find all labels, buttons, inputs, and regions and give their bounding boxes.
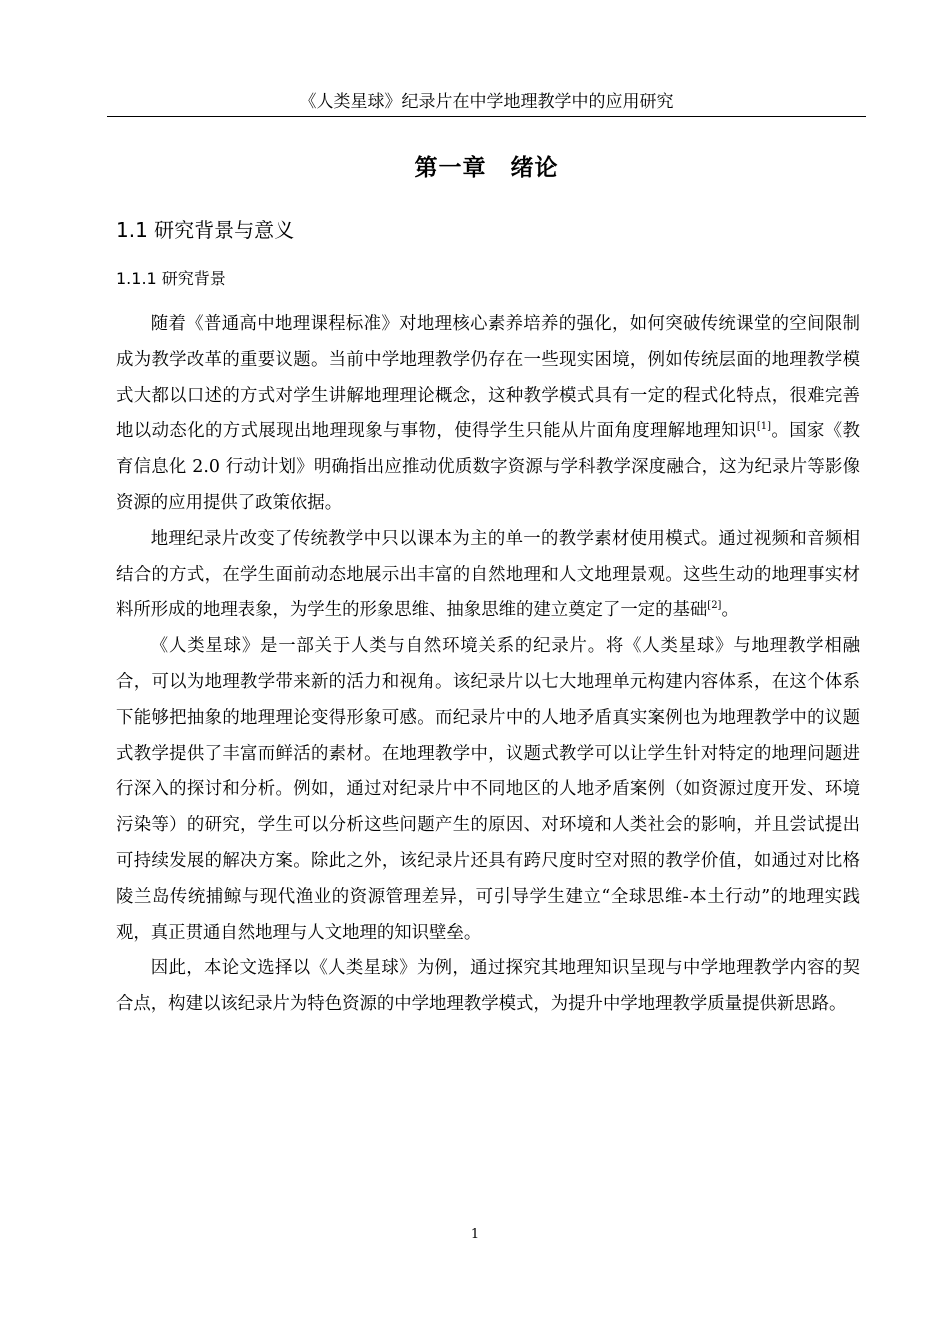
header-rule xyxy=(107,116,866,117)
page-number: 1 xyxy=(470,1227,480,1242)
section-heading: 1.1 研究背景与意义 xyxy=(116,218,295,242)
running-header: 《人类星球》纪录片在中学地理教学中的应用研究 xyxy=(299,92,674,112)
paragraph-text: 地理纪录片改变了传统教学中只以课本为主的单一的教学素材使用模式。通过视频和音频相结合的方式，在学生面前动态地展示出丰富的自然地理和人文地理景观。这些生动的地理事实材料所形成的地理表象，为学生的形象思维、抽象思维的建立奠定了一定的基础 xyxy=(116,528,860,621)
paragraph: 因此，本论文选择以《人类星球》为例，通过探究其地理知识呈现与中学地理教学内容的契合点，构建以该纪录片为特色资源的中学地理教学模式，为提升中学地理教学质量提供新思路。 xyxy=(116,958,860,1015)
paragraph xyxy=(116,307,860,522)
chapter-title: 第一章 绪论 xyxy=(414,155,559,181)
citation: [1] xyxy=(756,421,771,433)
paragraph: 《人类星球》是一部关于人类与自然环境关系的纪录片。将《人类星球》与地理教学相融合，可以为地理教学带来新的活力和视角。该纪录片以七大地理单元构建内容体系，在这个体系下能够把抽象的地理理论变得形象可感。而纪录片中的人地矛盾真实案例也为地理教学中的议题式教学提供了丰富而鲜活的素材。在地理教学中，议题式教学可以让学生针对特定的地理问题进行深入的探讨和分析。例如，通过对纪录片中不同地区的人地矛盾案例（如资源过度开发、环境污染等）的研究，学生可以分析这些问题产生的原因、对环境和人类社会的影响，并且尝试提出可持续发展的解决方案。除此之外，该纪录片还具有跨尺度时空对照的教学价值，如通过对比格陵兰岛传统捕鲸与现代渔业的资源管理差异，可引导学生建立“全球思维-本土行动”的地理实践观，真正贯通自然地理与人文地理的知识壁垒。 xyxy=(116,636,860,943)
body-text xyxy=(116,307,860,1023)
paragraph xyxy=(116,522,860,629)
subsection-heading: 1.1.1 研究背景 xyxy=(116,269,226,288)
paragraph-text: 随着《普通高中地理课程标准》对地理核心素养培养的强化，如何突破传统课堂的空间限制成为教学改革的重要议题。当前中学地理教学仍存在一些现实困境，例如传统层面的地理教学模式大都以口述的方式对学生讲解地理理论概念，这种教学模式具有一定的程式化特点，很难完善地以动态化的方式展现出地理现象与事物，使得学生只能从片面角度理解地理知识 xyxy=(116,314,860,442)
paragraph-text: 。国家《教育信息化 2.0 行动计划》明确指出应推动优质数字资源与学科教学深度融合，这为纪录片等影像资源的应用提供了政策依据。 xyxy=(116,421,860,513)
paragraph-text: 。 xyxy=(721,600,739,621)
citation: [2] xyxy=(707,600,722,612)
